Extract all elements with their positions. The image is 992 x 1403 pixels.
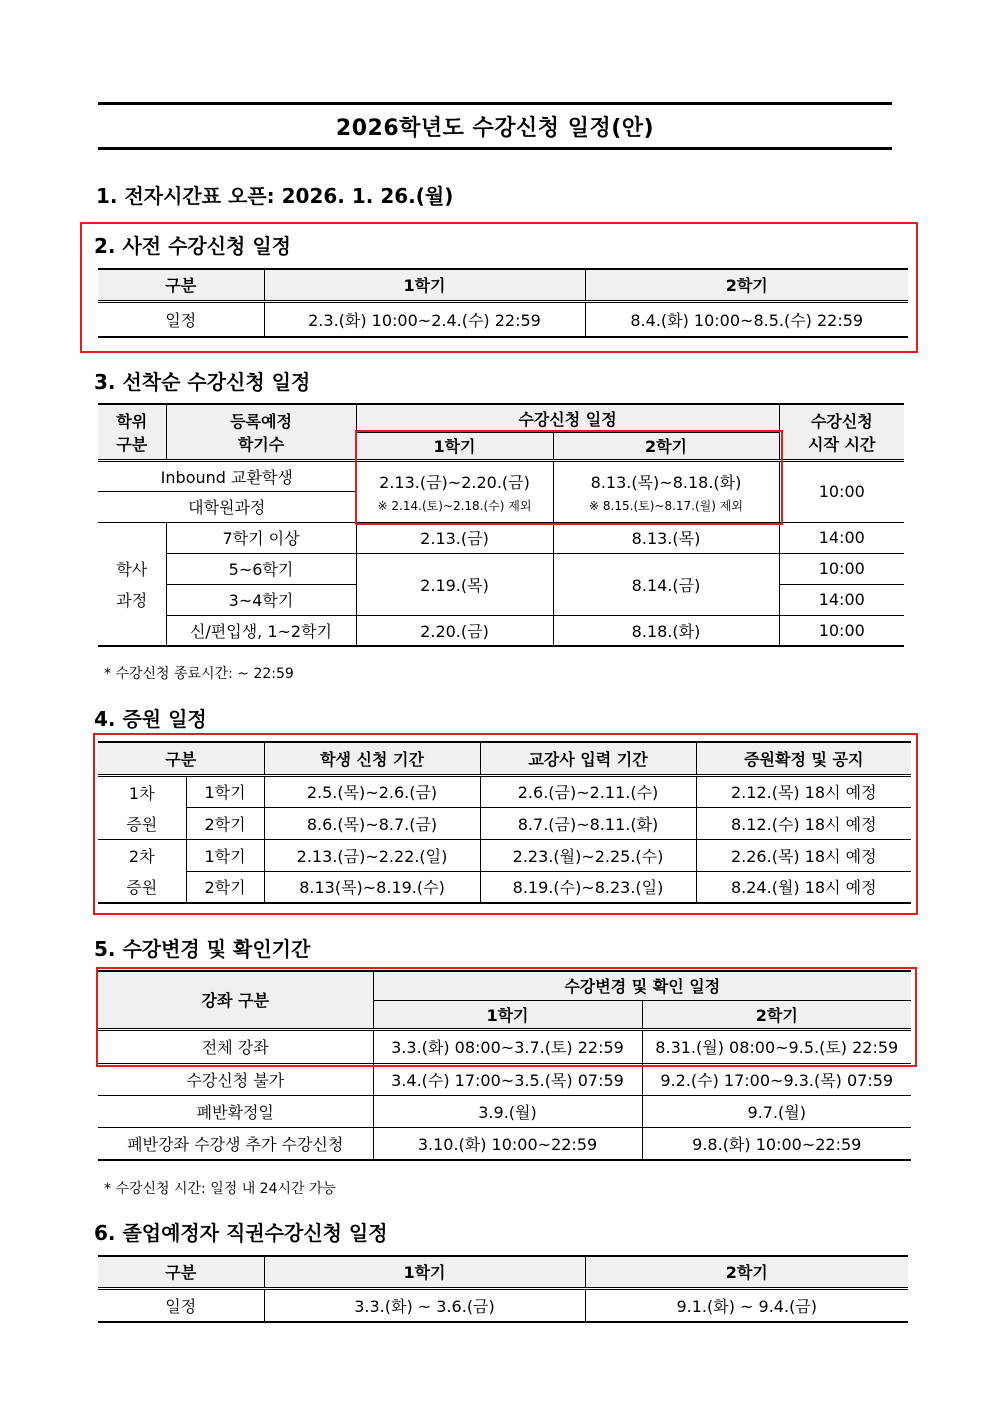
cell-instructor: 8.7.(금)~8.11.(화) xyxy=(480,807,696,839)
cell-start: 10:00 xyxy=(779,553,904,584)
section-5-heading: 5. 수강변경 및 확인기간 xyxy=(94,937,311,961)
undergraduate-line2: 과정 xyxy=(116,590,148,610)
cell-term: 1학기 xyxy=(186,839,264,871)
table-row xyxy=(98,522,904,553)
round-2-line1: 2차 xyxy=(128,846,155,866)
table-row xyxy=(98,1127,911,1160)
cell-start: 14:00 xyxy=(779,522,904,553)
cell-semester-1: 2.19.(목) xyxy=(356,553,553,615)
cell-semester-1: 3.3.(화) 08:00~3.7.(토) 22:59 xyxy=(373,1029,642,1063)
inbound-semester-2-date: 8.13.(목)~8.18.(화) xyxy=(590,472,742,492)
cell-course-type: 수강신청 불가 xyxy=(98,1063,373,1095)
first-come-registration-table xyxy=(98,403,904,647)
table-row xyxy=(98,553,904,584)
cell-semester-2: 8.18.(화) xyxy=(553,615,779,646)
cell-semester-2: 9.8.(화) 10:00~22:59 xyxy=(642,1127,911,1160)
cell-instructor: 2.6.(금)~2.11.(수) xyxy=(480,775,696,807)
section-6-heading: 6. 졸업예정자 직권수강신청 일정 xyxy=(94,1221,388,1245)
page-title xyxy=(98,102,892,150)
table-row xyxy=(98,615,904,646)
table-row xyxy=(98,839,911,871)
cell-semester-2: 8.14.(금) xyxy=(553,553,779,615)
table-row xyxy=(98,871,911,903)
table-row xyxy=(98,460,904,491)
header-semester-2: 2학기 xyxy=(585,269,908,301)
cell-student: 8.6.(목)~8.7.(금) xyxy=(264,807,480,839)
change-period-table xyxy=(98,970,911,1161)
cell-graduate: 대학원과정 xyxy=(98,491,356,522)
cell-semester-count: 3~4학기 xyxy=(166,584,356,615)
cell-student: 8.13(목)~8.19.(수) xyxy=(264,871,480,903)
table-row xyxy=(98,807,911,839)
header-semester-1: 1학기 xyxy=(264,269,585,301)
cell-confirm: 8.12.(수) 18시 예정 xyxy=(696,807,911,839)
section-2-heading: 2. 사전 수강신청 일정 xyxy=(94,234,291,258)
undergraduate-line1: 학사 xyxy=(116,559,148,579)
section-1-heading: 1. 전자시간표 오픈: 2026. 1. 26.(월) xyxy=(96,184,454,208)
cell-course-type: 폐반강좌 수강생 추가 수강신청 xyxy=(98,1127,373,1160)
cell-semester-2: 9.1.(화) ~ 9.4.(금) xyxy=(585,1288,908,1322)
cell-semester-2: 9.2.(수) 17:00~9.3.(목) 07:59 xyxy=(642,1063,911,1095)
table-row xyxy=(98,775,911,807)
header-semester-1: 1학기 xyxy=(373,1000,642,1029)
cell-start: 10:00 xyxy=(779,615,904,646)
cell-student: 2.5.(목)~2.6.(금) xyxy=(264,775,480,807)
table-row xyxy=(98,1063,911,1095)
cell-semester-count: 신/편입생, 1~2학기 xyxy=(166,615,356,646)
header-start-time xyxy=(779,404,904,460)
section-3-note: * 수강신청 종료시간: ~ 22:59 xyxy=(104,666,294,682)
section-5-note: * 수강신청 시간: 일정 내 24시간 가능 xyxy=(104,1181,337,1197)
header-semester-2: 2학기 xyxy=(585,1256,908,1288)
cell-semester-1: 2.13.(금) xyxy=(356,522,553,553)
header-semester-1: 1학기 xyxy=(356,432,553,460)
cell-undergraduate xyxy=(98,522,166,646)
round-1-line1: 1차 xyxy=(128,783,155,803)
header-semester-count-line2: 학기수 xyxy=(237,434,285,454)
header-instructor-period: 교강사 입력 기간 xyxy=(480,742,696,775)
cell-semester-1: 3.3.(화) ~ 3.6.(금) xyxy=(264,1288,585,1322)
pre-registration-table xyxy=(98,268,908,338)
header-category: 구분 xyxy=(98,269,264,301)
header-schedule: 수강신청 일정 xyxy=(356,404,779,432)
inbound-semester-2-note: ※ 8.15.(토)~8.17.(월) 제외 xyxy=(589,498,743,513)
header-semester-count xyxy=(166,404,356,460)
cell-semester-1: 2.20.(금) xyxy=(356,615,553,646)
table-header-row xyxy=(98,269,908,301)
graduate-registration-table xyxy=(98,1255,908,1323)
cell-semester-1: 2.3.(화) 10:00~2.4.(수) 22:59 xyxy=(264,301,585,337)
cell-inbound-semester-1 xyxy=(356,460,553,522)
cell-label: 일정 xyxy=(98,301,264,337)
cell-semester-1: 3.4.(수) 17:00~3.5.(목) 07:59 xyxy=(373,1063,642,1095)
cell-semester-2: 9.7.(월) xyxy=(642,1095,911,1127)
header-semester-2: 2학기 xyxy=(553,432,779,460)
round-1-line2: 증원 xyxy=(126,814,158,834)
cell-inbound-semester-2 xyxy=(553,460,779,522)
cell-student: 2.13.(금)~2.22.(일) xyxy=(264,839,480,871)
page-title-text: 2026학년도 수강신청 일정(안) xyxy=(335,115,655,141)
cell-label: 일정 xyxy=(98,1288,264,1322)
cell-semester-count: 5~6학기 xyxy=(166,553,356,584)
table-row xyxy=(98,1029,911,1063)
header-change-schedule: 수강변경 및 확인 일정 xyxy=(373,971,911,1000)
cell-confirm: 2.26.(목) 18시 예정 xyxy=(696,839,911,871)
cell-inbound: Inbound 교환학생 xyxy=(98,460,356,491)
header-degree-line1: 학위 xyxy=(116,411,148,431)
header-category: 구분 xyxy=(98,742,264,775)
cell-inbound-start: 10:00 xyxy=(779,460,904,522)
table-row xyxy=(98,301,908,337)
cell-confirm: 8.24.(월) 18시 예정 xyxy=(696,871,911,903)
cell-round-1 xyxy=(98,775,186,839)
header-start-time-line2: 시작 시간 xyxy=(808,434,876,454)
inbound-semester-1-note: ※ 2.14.(토)~2.18.(수) 제외 xyxy=(377,498,532,513)
cell-term: 1학기 xyxy=(186,775,264,807)
cell-instructor: 8.19.(수)~8.23.(일) xyxy=(480,871,696,903)
header-semester-1: 1학기 xyxy=(264,1256,585,1288)
cell-round-2 xyxy=(98,839,186,903)
cell-course-type: 전체 강좌 xyxy=(98,1029,373,1063)
cell-term: 2학기 xyxy=(186,871,264,903)
header-semester-count-line1: 등록예정 xyxy=(230,411,292,431)
cell-semester-count: 7학기 이상 xyxy=(166,522,356,553)
header-confirm: 증원확정 및 공지 xyxy=(696,742,911,775)
cell-semester-1: 3.10.(화) 10:00~22:59 xyxy=(373,1127,642,1160)
header-degree-line2: 구분 xyxy=(116,434,148,454)
cell-course-type: 폐반확정일 xyxy=(98,1095,373,1127)
cell-semester-2: 8.13.(목) xyxy=(553,522,779,553)
cell-semester-2: 8.4.(화) 10:00~8.5.(수) 22:59 xyxy=(585,301,908,337)
section-4-heading: 4. 증원 일정 xyxy=(94,707,207,731)
cell-confirm: 2.12.(목) 18시 예정 xyxy=(696,775,911,807)
header-start-time-line1: 수강신청 xyxy=(810,411,873,431)
cell-instructor: 2.23.(월)~2.25.(수) xyxy=(480,839,696,871)
inbound-semester-1-date: 2.13.(금)~2.20.(금) xyxy=(379,472,530,492)
section-3-heading: 3. 선착순 수강신청 일정 xyxy=(94,370,311,394)
cell-start: 14:00 xyxy=(779,584,904,615)
cell-term: 2학기 xyxy=(186,807,264,839)
cell-semester-2: 8.31.(월) 08:00~9.5.(토) 22:59 xyxy=(642,1029,911,1063)
increase-schedule-table xyxy=(98,741,911,904)
table-row xyxy=(98,1095,911,1127)
header-degree xyxy=(98,404,166,460)
header-course-type: 강좌 구분 xyxy=(98,971,373,1029)
round-2-line2: 증원 xyxy=(126,877,158,897)
table-row xyxy=(98,1288,908,1322)
header-category: 구분 xyxy=(98,1256,264,1288)
cell-semester-1: 3.9.(월) xyxy=(373,1095,642,1127)
header-student-period: 학생 신청 기간 xyxy=(264,742,480,775)
header-semester-2: 2학기 xyxy=(642,1000,911,1029)
